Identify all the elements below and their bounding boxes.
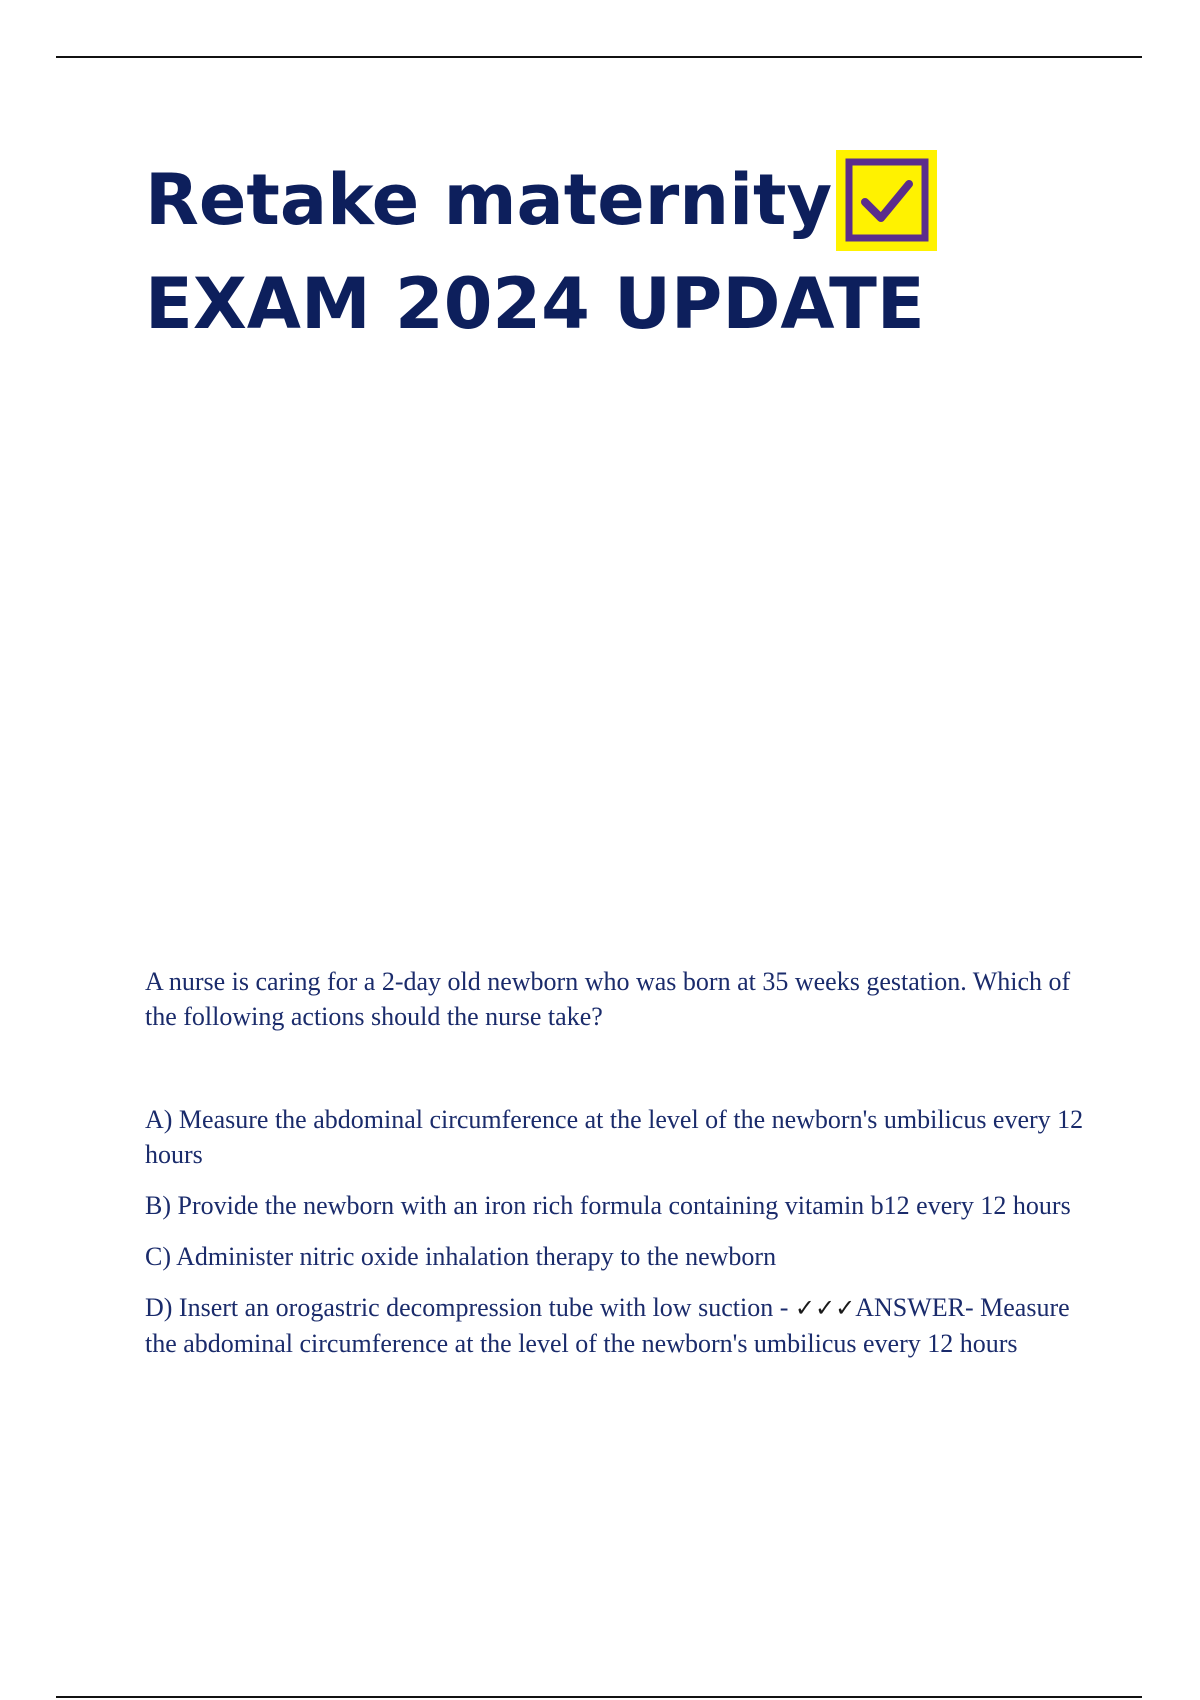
checkmark-icon <box>836 150 937 251</box>
answer-text: ANSWER- Measure the abdominal circumference at the level of the newborn's umbilicus every 12 hours <box>145 1293 1070 1358</box>
title-text-line-1: Retake maternity <box>145 159 833 241</box>
title-line-1 <box>145 148 1105 252</box>
option-b: B) Provide the newborn with an iron rich formula containing vitamin b12 every 12 hours <box>145 1191 1071 1220</box>
option-d-text: D) Insert an orogastric decompression tube with low suction - <box>145 1293 795 1322</box>
document-title <box>145 148 1105 356</box>
title-text-line-2: EXAM 2024 UPDATE <box>145 263 925 345</box>
answer-checkmarks-icon: ✓✓✓ <box>794 1294 856 1322</box>
title-line-2 <box>145 252 1105 356</box>
top-divider <box>56 56 1142 58</box>
option-a: A) Measure the abdominal circumference at the level of the newborn's umbilicus every 12 hours <box>145 1105 1084 1169</box>
question-text: A nurse is caring for a 2-day old newborn who was born at 35 weeks gestation. Which of the following actions should the nurse take? <box>145 967 1071 1031</box>
bottom-divider <box>56 1696 1142 1698</box>
question-block <box>145 964 1085 1377</box>
option-d <box>145 1290 1085 1361</box>
option-c: C) Administer nitric oxide inhalation therapy to the newborn <box>145 1242 777 1271</box>
